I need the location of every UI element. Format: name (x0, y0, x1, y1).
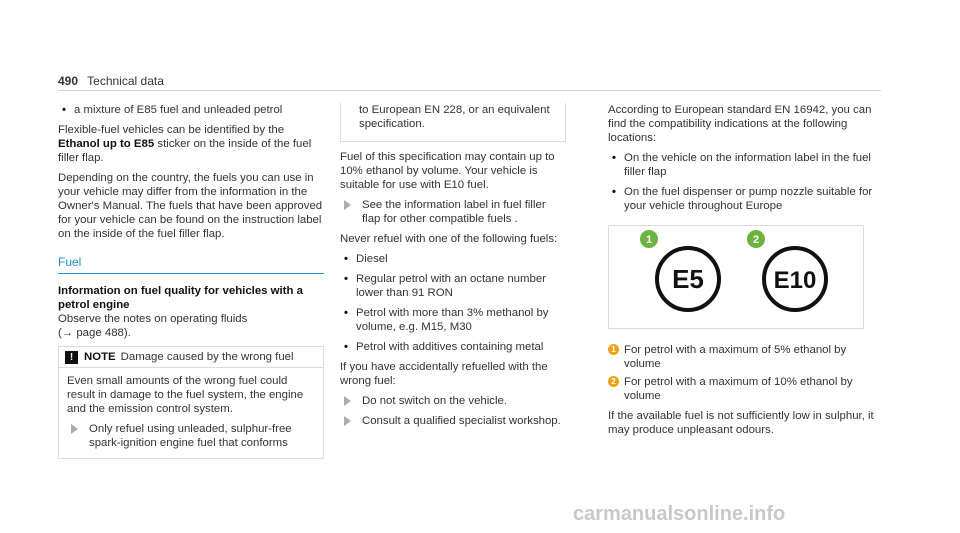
list-item-text: Petrol with additives containing metal (356, 341, 544, 353)
section-name: Technical data (87, 74, 164, 88)
subsection-title: Information on fuel quality for vehicles with a petrol engine (58, 285, 303, 311)
legend-item (608, 343, 878, 371)
note-label: NOTE (84, 351, 116, 363)
text: sticker on the inside of the fuel filler flap. (58, 138, 312, 164)
list-item-text: a mixture of E85 fuel and unleaded petrol (74, 104, 283, 116)
note-header (59, 347, 323, 368)
bullet-icon: • (612, 186, 616, 198)
list-item-text: Regular petrol with an octane number lower than 91 RON (356, 273, 546, 299)
paragraph-ethanol: Fuel of this specification may contain up to 10% ethanol by volume. Your vehicle is suitable for use with E10 fuel. (340, 151, 555, 191)
legend-item (608, 375, 878, 403)
column-1 (58, 103, 324, 459)
text: Flexible-fuel vehicles can be identified by the (58, 124, 285, 136)
list-item (58, 103, 324, 117)
e5-label-text: E5 (672, 264, 704, 294)
step-text: Only refuel using unleaded, sulphur-free spark-ignition engine fuel that conforms (89, 423, 292, 449)
note-step (67, 422, 315, 450)
observe-text: Observe the notes on operating fluids (58, 313, 248, 325)
list-item-text: Petrol with more than 3% methanol by volume, e.g. M15, M30 (356, 307, 549, 333)
fuel-label-figure (608, 225, 864, 329)
bullet-icon: • (344, 253, 348, 265)
step-text: See the information label in fuel filler flap for other compatible fuels . (362, 199, 546, 225)
note-text: Even small amounts of the wrong fuel could result in damage to the fuel system, the engine and the emission control system. (67, 375, 304, 415)
callout-number-icon: 1 (608, 344, 619, 355)
list-item (608, 151, 878, 179)
wrong-fuel-text: If you have accidentally refuelled with the wrong fuel: (340, 361, 548, 387)
page-header (58, 74, 164, 88)
warning-icon: ! (65, 351, 78, 364)
step-text: Do not switch on the vehicle. (362, 395, 507, 407)
column-3 (608, 103, 878, 443)
arrow-right-icon (344, 416, 351, 426)
paragraph-flexfuel (58, 123, 324, 165)
bullet-icon: • (612, 152, 616, 164)
legend-text: For petrol with a maximum of 10% ethanol by volume (624, 376, 853, 402)
arrow-right-icon (344, 396, 351, 406)
list-item (340, 272, 566, 300)
arrow-right-icon (344, 200, 351, 210)
list-item (608, 185, 878, 213)
list-item (340, 306, 566, 334)
note-continued-text: to European EN 228, or an equivalent specification. (359, 104, 550, 130)
column-2 (340, 103, 566, 434)
bullet-icon: • (344, 273, 348, 285)
list-item (340, 340, 566, 354)
paragraph-sulphur: If the available fuel is not sufficiently low in sulphur, it may produce unpleasant odours. (608, 410, 874, 436)
list-item-text: Diesel (356, 253, 388, 265)
legend-text: For petrol with a maximum of 5% ethanol by volume (624, 344, 847, 370)
note-box-continued (340, 103, 566, 142)
step-do-not-switch-on (340, 394, 566, 408)
page-reference-link[interactable]: (→ page 488). (58, 327, 131, 339)
page-number: 490 (58, 74, 79, 88)
step-text: Consult a qualified specialist workshop. (362, 415, 561, 427)
never-refuel-text: Never refuel with one of the following fuels: (340, 233, 558, 245)
bullet-icon: • (344, 341, 348, 353)
note-body (59, 368, 323, 458)
sticker-name: Ethanol up to E85 (58, 138, 155, 150)
paragraph-country: Depending on the country, the fuels you can use in your vehicle may differ from the information in the Owner's Manual. The fuels that have been approved for your vehicle can be found on the instruction label on the inside of the fuel filler flap. (58, 172, 323, 240)
bullet-icon: • (344, 307, 348, 319)
callout-number-icon: 2 (608, 376, 619, 387)
list-item (340, 252, 566, 266)
header-rule (58, 90, 881, 91)
bullet-icon: • (62, 104, 66, 116)
fuel-labels-illustration (609, 226, 863, 328)
list-item-text: On the fuel dispenser or pump nozzle suitable for your vehicle throughout Europe (624, 186, 873, 212)
callout-1-number: 1 (645, 234, 653, 246)
watermark: carmanualsonline.info (573, 503, 786, 525)
section-title: Fuel (58, 255, 324, 274)
arrow-right-icon (71, 424, 78, 434)
list-item-text: On the vehicle on the information label in the fuel filler flap (624, 152, 871, 178)
note-title: Damage caused by the wrong fuel (120, 351, 294, 363)
callout-2-number: 2 (752, 234, 760, 246)
step-info-label (340, 198, 566, 226)
e10-label-text: E10 (773, 267, 817, 294)
paragraph-standard: According to European standard EN 16942, you can find the compatibility indications at the following locations: (608, 104, 872, 144)
step-consult-workshop (340, 414, 566, 428)
note-box (58, 346, 324, 459)
